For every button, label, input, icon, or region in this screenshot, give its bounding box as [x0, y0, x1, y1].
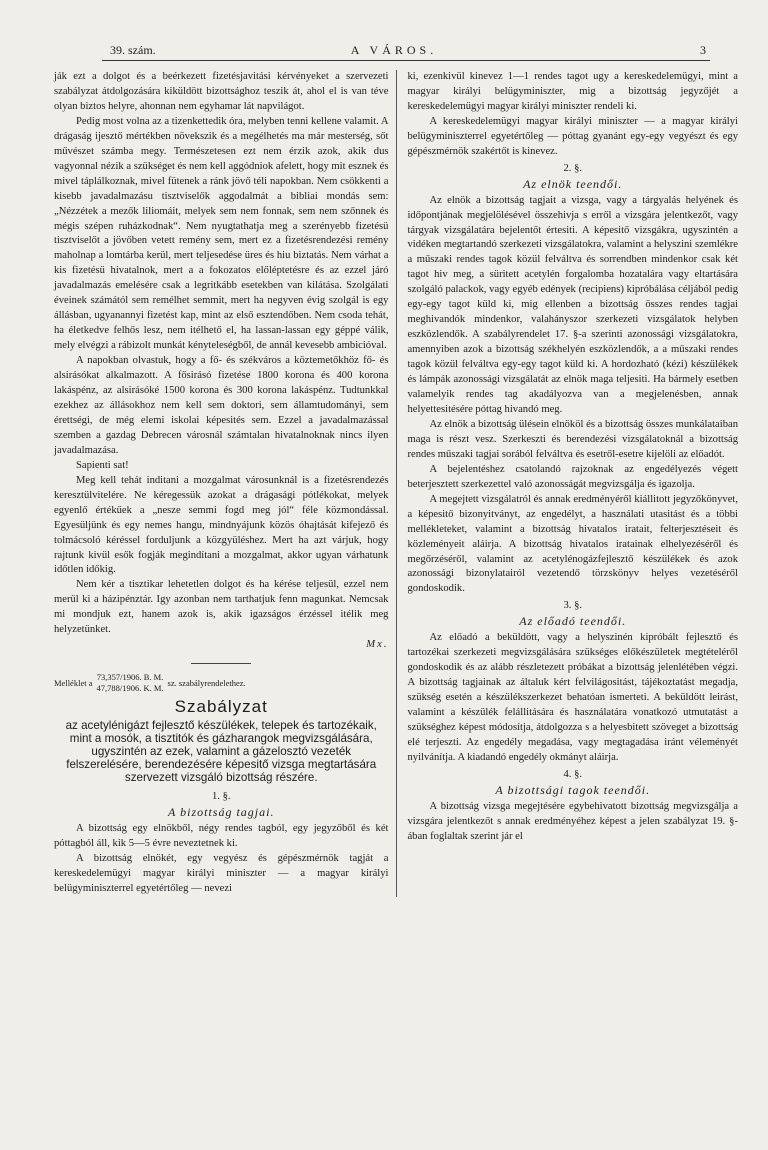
section-divider [191, 663, 251, 664]
annex-reference [54, 672, 388, 694]
paragraph: A kereskedelemügyi magyar királyi miniszter — a magyar királyi belügyminiszterrel egyetértőleg — póttag gyanánt egy-egy vegyészt és egy gépészmérnök szakértőt is kinevez. [407, 115, 738, 157]
paragraph: Pedig most volna az a tizenkettedik óra, melyben tenni kellene valamit. A drágaság ijesztő mértékben növekszik és a megélhetés ma már mesterség, sőt művészet számba megy. Természetesen ezt nem érzik azok, akik dus vagyonnal nézik a szükséget és nem kell aggódniok afelett, hogy mit esznek és mivel táplálkoznak, mivel fütenek a ránk jövő téli napokban. Nem csökkenti a kisebb javadalmazásu tisztviselők aggodalmát a bibliai mondás sem: „Nézzétek a mezők liliomáit, melyek sem nem fonnak, sem nem szőnnek és mégis szépen ruházkodnak“. Nem nyugtathatja meg a szerényebb fizetésü tisztviselőt a jövőben vetett remény sem, mert ez a fizetésrendezési remény maholnap a lomtárba kerül, mert teljesedése üres és hiu biztatás. Nem várhat a kis fizetésü hivatalnok, mert a a fokozatos előléptetésre és az ezzel járó javadalmazás emelésére csak a legritkább esetekben van kilátása. Szolgálati éveinek számától sem remélhet semmit, mert ha negyven évig szolgál is egy állásban, ugyanannyi fizetést kap, mint az első esztendőben. Nem csoda tehát, ha életkedve felhős lesz, nem itélhető el, ha lassan-lassan egy géppé válik, mely elvégzi a rábizolt munkát kényteleségből, de annál kevesebb ambicióval. [54, 115, 389, 352]
section-title: A bizottság tagjai. [168, 805, 275, 820]
issue-number: 39. szám. [110, 43, 156, 57]
publication-title: A VÁROS. [350, 43, 438, 57]
section-title: A bizottsági tagok teendői. [495, 782, 651, 797]
paragraph: Az előadó a beküldött, vagy a helyszinén kipróbált fejlesztő és tartozékai szerkezeti megvizsgálására szükséges előkészületek megtételéről gondoskodik és az alább részletezett próbákat a bizottság jelenlétében végzi. A bizottság tagjainak az általuk kért felvilágositást, tájékoztatást megadja, szükség esetén a készülékszerkezet behatóan ismerteti. A beküldött leirást, valamint a készülék felállitására és használatára vonatkozó utmutatást a szükséghez képest módosítja, átdolgozza s a helyesbitett szöveget a bizottság elé terjeszti. Az engedély megadása, vagy megtagadása iránt véleményét nyilvánítja. A kiadandó engedély okmányt aláirja. [407, 632, 738, 763]
section-number: 4. §. [563, 768, 583, 780]
text-columns [54, 70, 738, 897]
page-number: 3 [700, 43, 706, 57]
annex-label: Melléklet a [54, 677, 93, 688]
section-number: 2. §. [563, 162, 583, 174]
section-title: Az előadó teendői. [519, 614, 627, 629]
section-number: 3. §. [563, 600, 583, 612]
paragraph: A napokban olvastuk, hogy a fő- és székváros a köztemetőkhöz fő- és alsirásókat alkalmazott. A fősirásó fizetése 1800 korona és 400 korona lakáspénz, az alsirásóké 1500 korona és 300 korona lakáspénz. Tudtunkkal ezekhez az állásokhoz nem kell sem doktori, sem államtudományi, sem érettségi, de még elemi iskolai képesités sem. Ezzel a javadalmazással szemben a gazdag Debrecen városnál számtalan hivatalnoknak nincs ilyen javadalmazása. [54, 355, 389, 456]
annex-numbers [96, 672, 163, 694]
page-header [48, 0, 740, 62]
annex-suffix: sz. szabályrendelethez. [167, 677, 246, 688]
header-rule [102, 60, 710, 61]
annex-number-2: 47,788/1906. K. M. [96, 683, 164, 694]
paragraph: A megejtett vizsgálatról és annak eredményéről kiállitott jegyzőkönyvet, a képesitő bizonyitványt, az engedélyt, a használati utasitást és a többi mellékleteket, valamint a bizottság hivatalos iratait, felterjesztéseit és közleményeit aláirja. A bizottság hivatalos iratainak elhelyezéséről és megőrzéséről, valamint az acetylénogázfejlesztő készülékek és azok azonossági bizonylatairól vezetendő törzskönyv helyes vezetéséről gondoskodik. [407, 493, 738, 595]
regulation-title: Szabályzat [174, 697, 268, 717]
paragraph: Sapienti sat! [76, 459, 129, 471]
paragraph: Az elnök a bizottság tagjait a vizsga, vagy a tárgyalás helyének és időpontjának megjelölésével összehivja s erről a vizsgára jelentkezőt, vagy tárgyak vizsgálatára bejelentőt értesiti. A képesitő vizsgákra, ugyszintén a vidéken megtartandó szerkezeti vizsgálatokra, valamint a helyszini szemlékre a műszaki rendes tagok közül felváltva és sorrendben mindenkor csak két tagot hiv meg, a süritett acetylén forgalomba hozatalára vagy eltartására szolgáló palackok, vagy egyéb edények (recipiens) kipróbálása céljából pedig egy-egy tagot küld ki, mig ellenben a bizottság összes rendes tagjai meghivandók mindenkor, valahányszor szerkezeti vizsgálatok helyben eszközlendők. A szabályrendelet 17. §-a szerinti azonossági vizsgálatokra, amennyiben azok a bizottság székhelyén eszközlendők, a a műszaki rendes tagok közül felváltva egy-egy tagot küld ki. A hordozható (kézi) készülékek és lámpák azonossági vizsgálatát az elnök maga teljesiti. Ha bármely esetben valamelyik rendes tag akadályozva van a megjelenésben, annak helyettesitésére póttag hivandó meg. [407, 194, 738, 415]
paragraph: A bizottság egy elnökből, négy rendes tagból, egy jegyzőből és két póttagból áll, kik 5—5 évre neveztetnek ki. [54, 823, 389, 849]
paragraph: ki, ezenkivül kinevez 1—1 rendes tagot ugy a kereskedelemügyi, mint a magyar királyi belügyminiszter, mig a bizottság jegyzőjét a kereskedelemügyi magyar királyi miniszter rendeli ki. [407, 71, 738, 112]
annex-number-1: 73,357/1906. B. M. [96, 672, 164, 683]
author-signature: Mx. [366, 639, 389, 651]
section-number: 1. §. [211, 791, 231, 803]
paragraph: Meg kell tehát inditani a mozgalmat városunknál is a fizetésrendezés keresztülvitelére. Ne kéregessük azokat a drágasági pótlékokat, melyek egyenlő értékűek a „nesze semmi fogd meg jól“ féle közmondással. Egyesüljünk és egy nemes hangu, mindnyájunk közös óhajtását kifejező és tolmácsoló kéréssel forduljunk a közgyüléshez. Mert ha azt várjuk, hogy rajtunk kivül esők fogják megindítani a mozgalmat, akkor ugyan várhatunk időtlen időkig. [54, 474, 389, 576]
paragraph: A bizottság elnökét, egy vegyész és gépészmérnök tagját a kereskedelemügyi magyar királyi miniszter — a magyar királyi belügyminiszterrel egyetértőleg — nevezi [54, 852, 389, 894]
section-title: Az elnök teendői. [523, 176, 623, 191]
regulation-subtitle: az acetylénigázt fejlesztő készülékek, telepek és tartozékaik, mint a mosók, a tisztitók és gázharangok megvizsgálására, ugyszintén az ezek, valamint a gázelosztó vezeték felszerelésére, berendezésére képesitő vizsga megtartására szervezett vizsgáló bizottság részére. [65, 719, 377, 785]
paragraph: A bejelentéshez csatolandó rajzoknak az engedélyezés végett beterjesztett szerkezettel való azonosságát megvizsgálja és igazolja. [407, 463, 738, 490]
paragraph: Az elnök a bizottság ülésein elnököl és a bizottság összes munkálataiban maga is részt vesz. Szerkeszti és berendezési vizsgálatoknál a bizottság rendes műszaki tagjai sorából felváltva és esetről-esetre kijelöli az előadót. [407, 418, 738, 460]
paragraph: ják ezt a dolgot és a beérkezett fizetésjavitási kérvényeket a szervezeti szabályzat átdolgozására kiküldött bizottsághoz teszik át, ahol el is van téve olyan biztos helyre, ahonnan nem egyhamar lát napvilágot. [54, 71, 389, 112]
paragraph: Nem kér a tisztikar lehetetlen dolgot és ha kérése teljesül, ezzel nem merül ki a házipénztár. Igy azonban nem tarthatjuk fenn magunkat. Nemcsak mi mondjuk ezt, hanem azok is, akik igazságos érzéssel itélik meg helyzetünket. [54, 579, 389, 636]
paragraph: A bizottság vizsga megejtésére egybehivatott bizottság megvizsgálja a vizsgára jelentkezőt s annak eredményéhez képest a jelen szabályzat 19. §-ában foglaltak szerint jár el [407, 800, 738, 842]
right-column [396, 70, 738, 897]
left-column [54, 70, 396, 897]
